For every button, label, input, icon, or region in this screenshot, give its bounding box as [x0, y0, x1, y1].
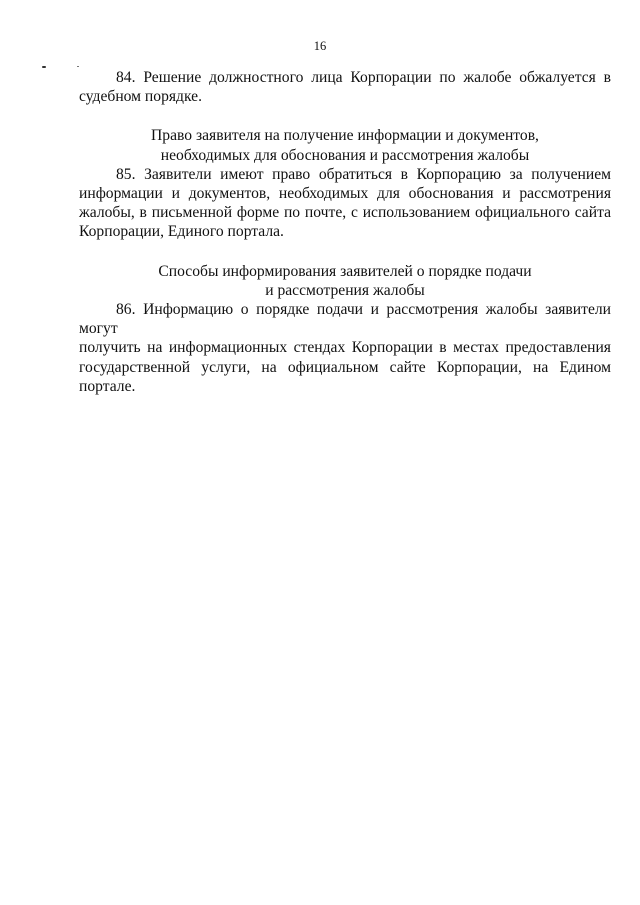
paragraph-84-line: судебном порядке.: [79, 88, 202, 106]
scan-artifact-mark: [42, 66, 46, 68]
paragraph-86-line: 86. Информацию о порядке подачи и рассмотрения жалобы заявители могут: [79, 301, 611, 338]
paragraph-84-line: 84. Решение должностного лица Корпорации по жалобе обжалуется в: [116, 69, 611, 86]
paragraph-86: [79, 300, 611, 396]
paragraph-86-line: государственной услуги, на официальном сайте Корпорации, на Едином портале.: [79, 358, 611, 395]
document-body: [79, 68, 611, 396]
heading-line: Способы информирования заявителей о порядке подачи: [158, 262, 532, 280]
paragraph-84: [79, 68, 611, 106]
section-heading-info-rights: [79, 126, 611, 164]
paragraph-85-line: Корпорации, Единого портала.: [79, 223, 284, 241]
page-number: 16: [313, 39, 327, 53]
paragraph-85-line: жалобы, в письменной форме по почте, с использованием официального сайта: [79, 204, 611, 222]
paragraph-85-line: 85. Заявители имеют право обратиться в Корпорацию за получением: [116, 165, 611, 183]
heading-line: и рассмотрения жалобы: [265, 281, 425, 299]
scan-artifact-dot: [77, 66, 79, 67]
paragraph-85: [79, 165, 611, 242]
heading-line: необходимых для обоснования и рассмотрения жалобы: [160, 146, 530, 164]
paragraph-86-line: получить на информационных стендах Корпорации в местах предоставления: [79, 339, 611, 357]
paragraph-85-line: информации и документов, необходимых для обоснования и рассмотрения: [79, 185, 611, 203]
heading-line: Право заявителя на получение информации и документов,: [151, 127, 539, 145]
section-heading-informing-methods: [79, 262, 611, 300]
